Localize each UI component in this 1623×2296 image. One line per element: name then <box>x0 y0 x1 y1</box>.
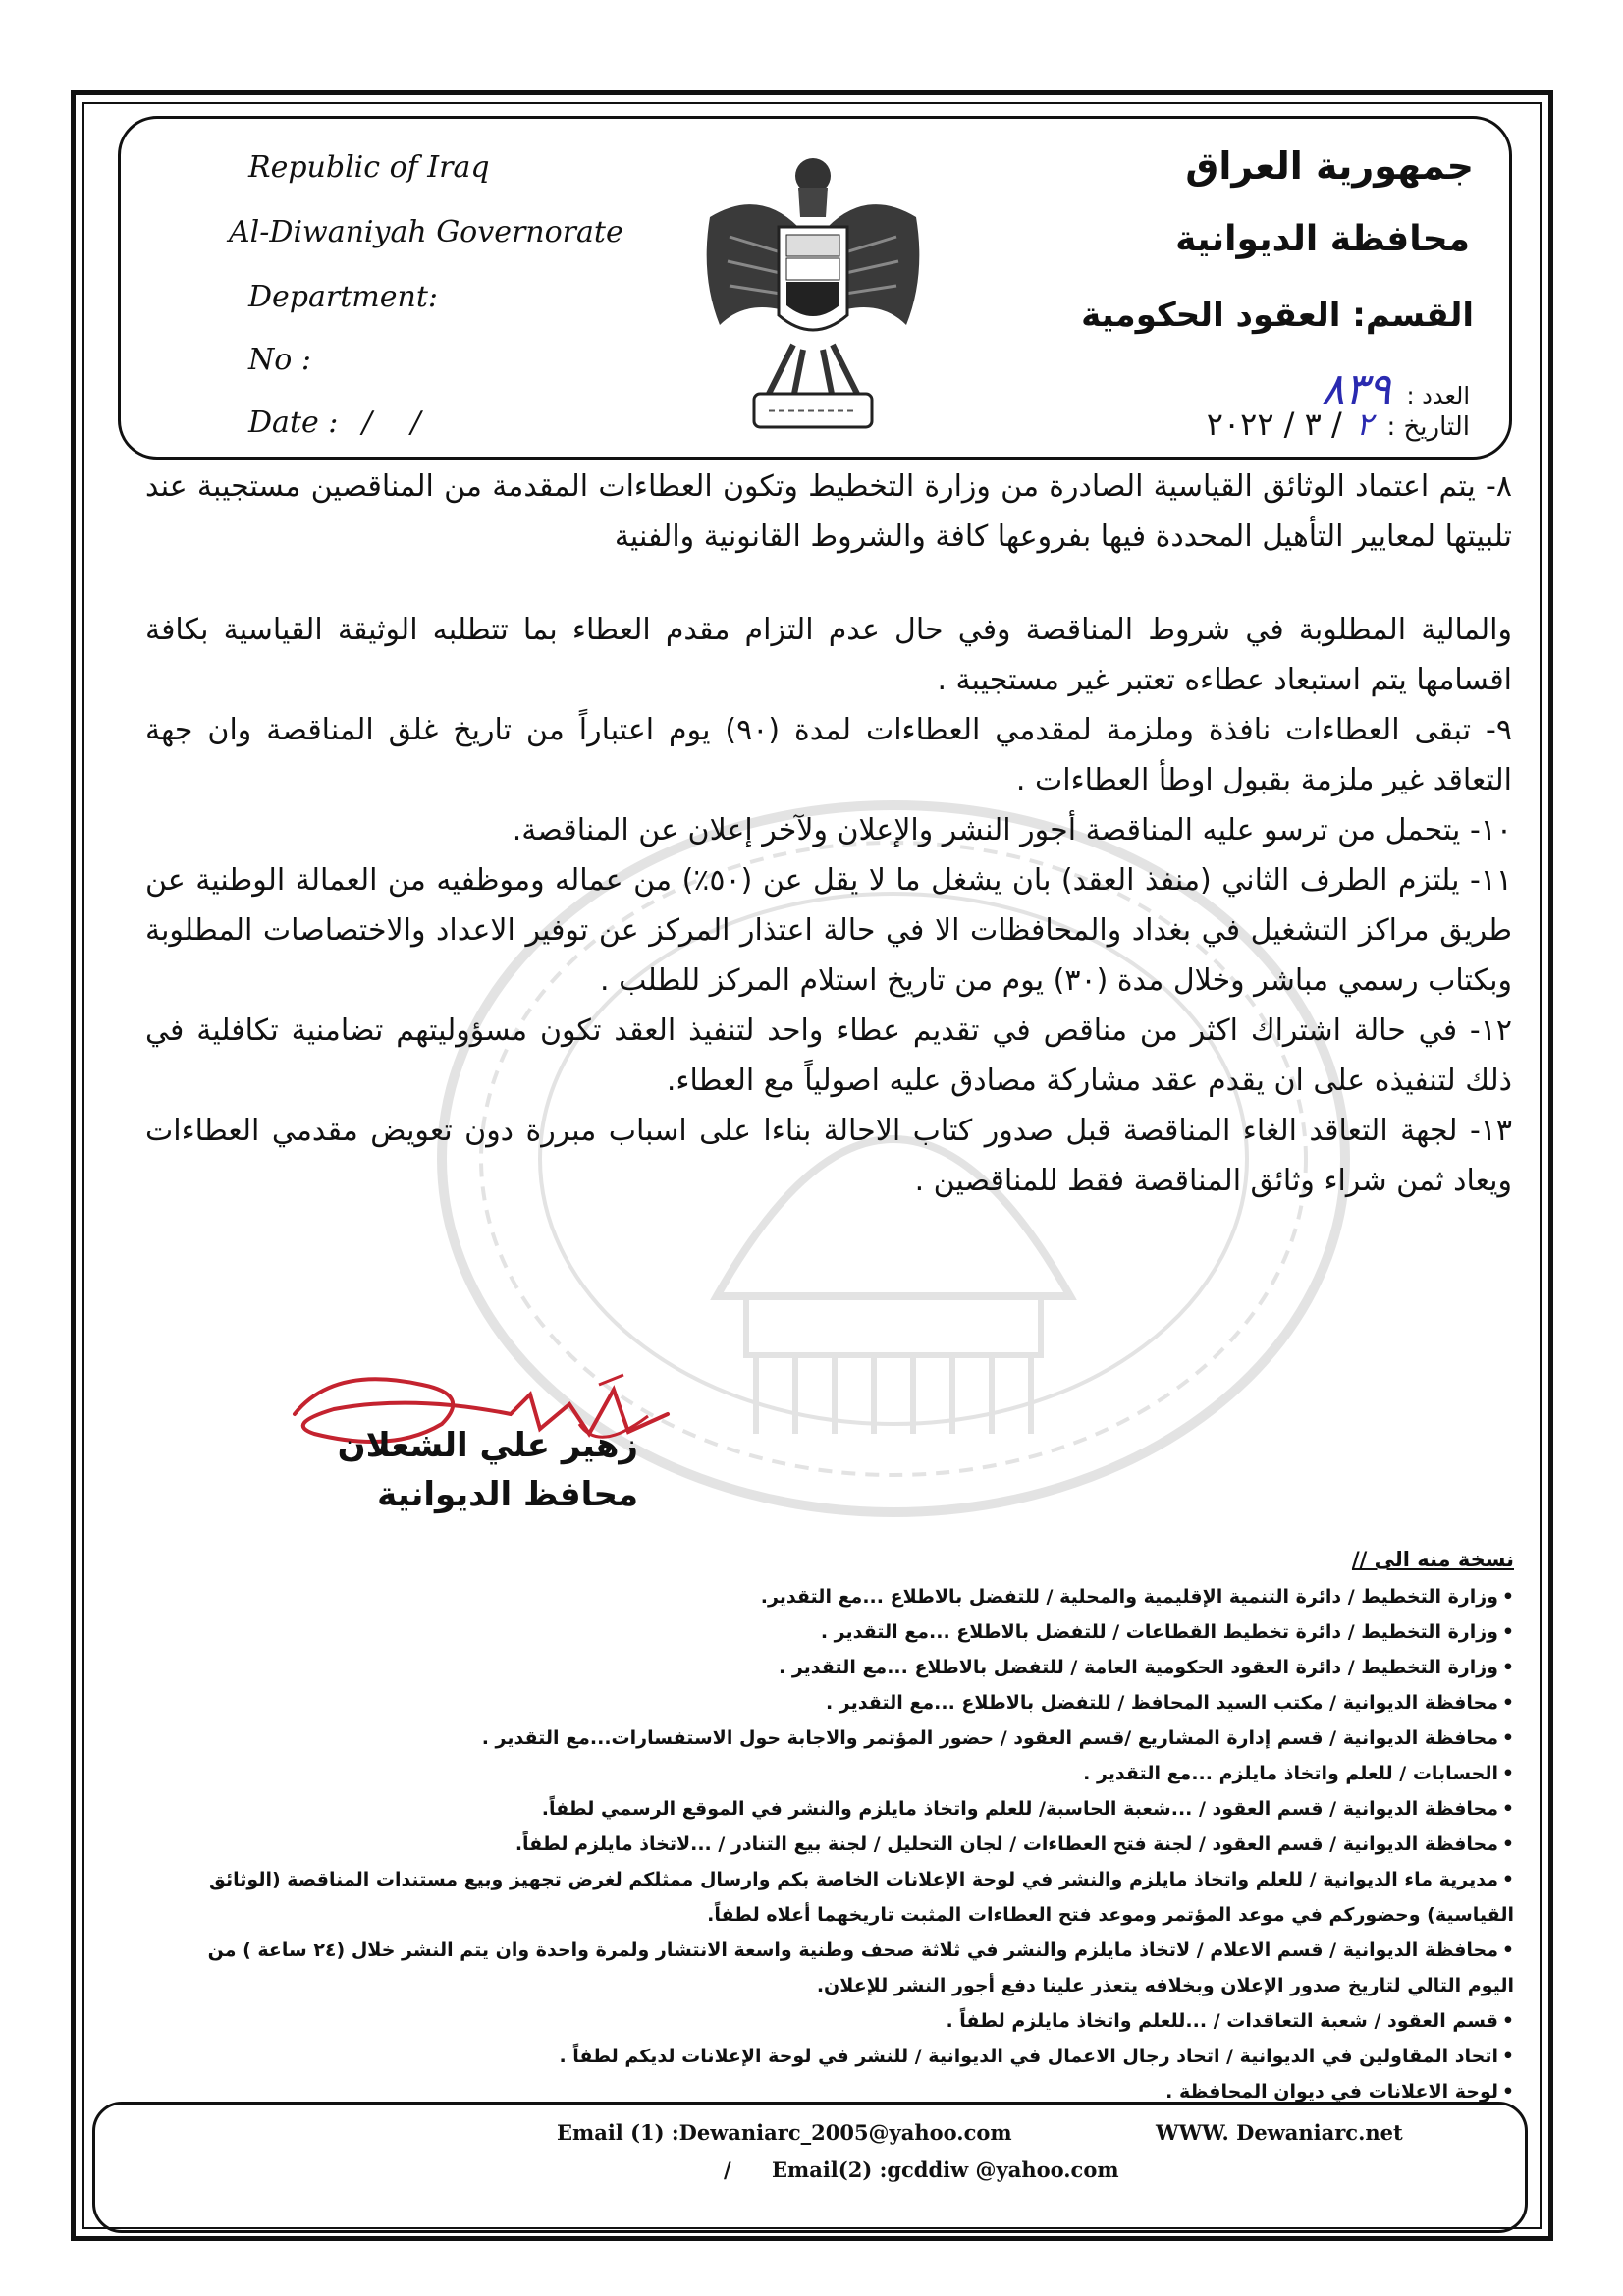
copies-distribution-list <box>206 1542 1514 2109</box>
clause-12: ١٢- في حالة اشتراك اكثر من مناقص في تقديم عطاء واحد لتنفيذ العقد تكون مسؤوليتهم تضامنية تكافلية في ذلك لتنفيذه على ان يقدم عقد مشاركة مصادق عليه اصولياً مع العطاء. <box>145 1013 1512 1098</box>
list-item: •وزارة التخطيط / دائرة العقود الحكومية العامة / للتفضل بالاطلاع ...مع التقدير . <box>779 1657 1514 1678</box>
clause-10: ١٠- يتحمل من ترسو عليه المناقصة أجور النشر والإعلان ولآخر إعلان عن المناقصة. <box>512 813 1512 847</box>
list-item: •محافظة الديوانية / قسم إدارة المشاريع /قسم العقود / حضور المؤتمر والاجابة حول الاستفسارات...مع التقدير . <box>481 1727 1514 1749</box>
en-number-label: No : <box>248 343 311 377</box>
ar-date-day: ٢ <box>1356 406 1374 443</box>
list-item: •وزارة التخطيط / دائرة تخطيط القطاعات / للتفضل بالاطلاع ...مع التقدير . <box>820 1621 1514 1643</box>
list-item: •محافظة الديوانية / قسم الاعلام / لاتخاذ مايلزم والنشر في ثلاثة صحف وطنية واسعة الانتشار ولمرة واحدة وان يتم النشر خلال (٢٤ ساعة ) من اليوم التالي لتاريخ صدور الإعلان وبخلافه يتعذر علينا دفع أجور النشر للإعلان. <box>207 1940 1514 1996</box>
ar-number-value: ٨٣٩ <box>1321 364 1391 414</box>
list-item: •قسم العقود / شعبة التعاقدات / ...للعلم واتخاذ مايلزم لطفاً . <box>946 2010 1514 2032</box>
iraq-eagle-emblem-icon <box>700 148 926 443</box>
document-body <box>145 462 1512 1206</box>
list-item: •مديرية ماء الديوانية / للعلم واتخاذ مايلزم والنشر في لوحة الإعلانات الخاصة بكم وارسال ممثلكم لغرض تجهيز وبيع مستندات المناقصة (الوثائق القياسية) وحضوركم في موعد المؤتمر وموعد فتح العطاءات المثبت تاريخهما أعلاه لطفاً. <box>208 1869 1514 1926</box>
list-item: •محافظة الديوانية / مكتب السيد المحافظ / للتفضل بالاطلاع ...مع التقدير . <box>825 1692 1514 1714</box>
footer-website: WWW. Dewaniarc.net <box>1156 2120 1403 2145</box>
en-country-name: Republic of Iraq <box>248 150 490 185</box>
en-date-line <box>248 406 436 440</box>
signatory-title: محافظ الديوانية <box>377 1475 638 1514</box>
list-item: •محافظة الديوانية / قسم العقود / ...شعبة الحاسبة/ للعلم واتخاذ مايلزم والنشر في الموقع الرسمي لطفاً. <box>541 1798 1514 1820</box>
ar-date-label: التاريخ : <box>1386 412 1470 442</box>
letterhead-box <box>118 116 1512 460</box>
en-department-label: Department: <box>248 280 438 314</box>
en-date-slash: / <box>361 406 372 440</box>
en-governorate-name: Al-Diwaniyah Governorate <box>229 215 623 249</box>
ar-date-line <box>1207 406 1470 443</box>
clause-9: ٩- تبقى العطاءات نافذة وملزمة لمقدمي العطاءات لمدة (٩٠) يوم اعتباراً من تاريخ غلق المناقصة وان جهة التعاقد غير ملزمة بقبول اوطأ العطاءات . <box>145 713 1512 797</box>
en-date-label: Date : <box>248 406 339 440</box>
ar-department-name: القسم: العقود الحكومية <box>1081 296 1474 335</box>
copies-heading: نسخة منه الى // <box>1351 1548 1514 1571</box>
footer-email-2: Email(2) :gcddiw @yahoo.com <box>771 2158 1119 2182</box>
footer-separator: / <box>724 2158 731 2182</box>
en-date-slash: / <box>410 406 421 440</box>
list-item: •وزارة التخطيط / دائرة التنمية الإقليمية والمحلية / للتفضل بالاطلاع ...مع التقدير. <box>760 1586 1514 1608</box>
clause-13: ١٣- لجهة التعاقد الغاء المناقصة قبل صدور كتاب الاحالة بناءا على اسباب مبررة دون تعويض مقدمي العطاءات ويعاد ثمن شراء وثائق المناقصة فقط للمناقصين . <box>145 1114 1512 1198</box>
clause-8-continued: والمالية المطلوبة في شروط المناقصة وفي حال عدم التزام مقدم العطاء بما تتطلبه الوثيقة القياسية بكافة اقسامها يتم استبعاد عطاءه تعتبر غير مستجيبة . <box>145 613 1512 697</box>
ar-governorate-name: محافظة الديوانية <box>1175 219 1470 259</box>
footer-email-1: Email (1) :Dewaniarc_2005@yahoo.com <box>557 2120 1012 2145</box>
footer-email-2-line <box>724 2158 1119 2182</box>
clause-8: ٨- يتم اعتماد الوثائق القياسية الصادرة من وزارة التخطيط وتكون العطاءات المقدمة من المناقصين مستجيبة عند تلبيتها لمعايير التأهيل المحددة فيها بفروعها كافة والشروط القانونية والفنية <box>145 469 1512 554</box>
clause-11: ١١- يلتزم الطرف الثاني (منفذ العقد) بان يشغل ما لا يقل عن (٥٠٪) من عماله وموظفيه من العمالة الوطنية عن طريق مراكز التشغيل في بغداد والمحافظات الا في حالة اعتذار المركز عن توفير الاعداد والاختصاصات المطلوبة وبكتاب رسمي مباشر وخلال مدة (٣٠) يوم من تاريخ استلام المركز للطلب . <box>145 863 1513 998</box>
list-item: •لوحة الاعلانات في ديوان المحافظة . <box>1165 2081 1514 2103</box>
list-item: •اتحاد المقاولين في الديوانية / اتحاد رجال الاعمال في الديوانية / للنشر في لوحة الإعلانات لديكم لطفاً . <box>559 2046 1514 2067</box>
ar-date-month-year: / ٣ / ٢٠٢٢ <box>1206 406 1342 443</box>
list-item: •محافظة الديوانية / قسم العقود / لجنة فتح العطاءات / لجان التحليل / لجنة بيع التنادر / ...لاتخاذ مايلزم لطفاً. <box>514 1833 1514 1855</box>
list-item: •الحسابات / للعلم واتخاذ مايلزم ...مع التقدير . <box>1083 1763 1514 1784</box>
handwritten-signature-icon <box>275 1355 687 1493</box>
footer-contact-box <box>92 2102 1528 2233</box>
ar-country-name: جمهورية العراق <box>1185 144 1474 188</box>
signatory-name: زهير علي الشعلان <box>337 1426 638 1465</box>
ar-number-label: العدد : <box>1406 382 1470 410</box>
